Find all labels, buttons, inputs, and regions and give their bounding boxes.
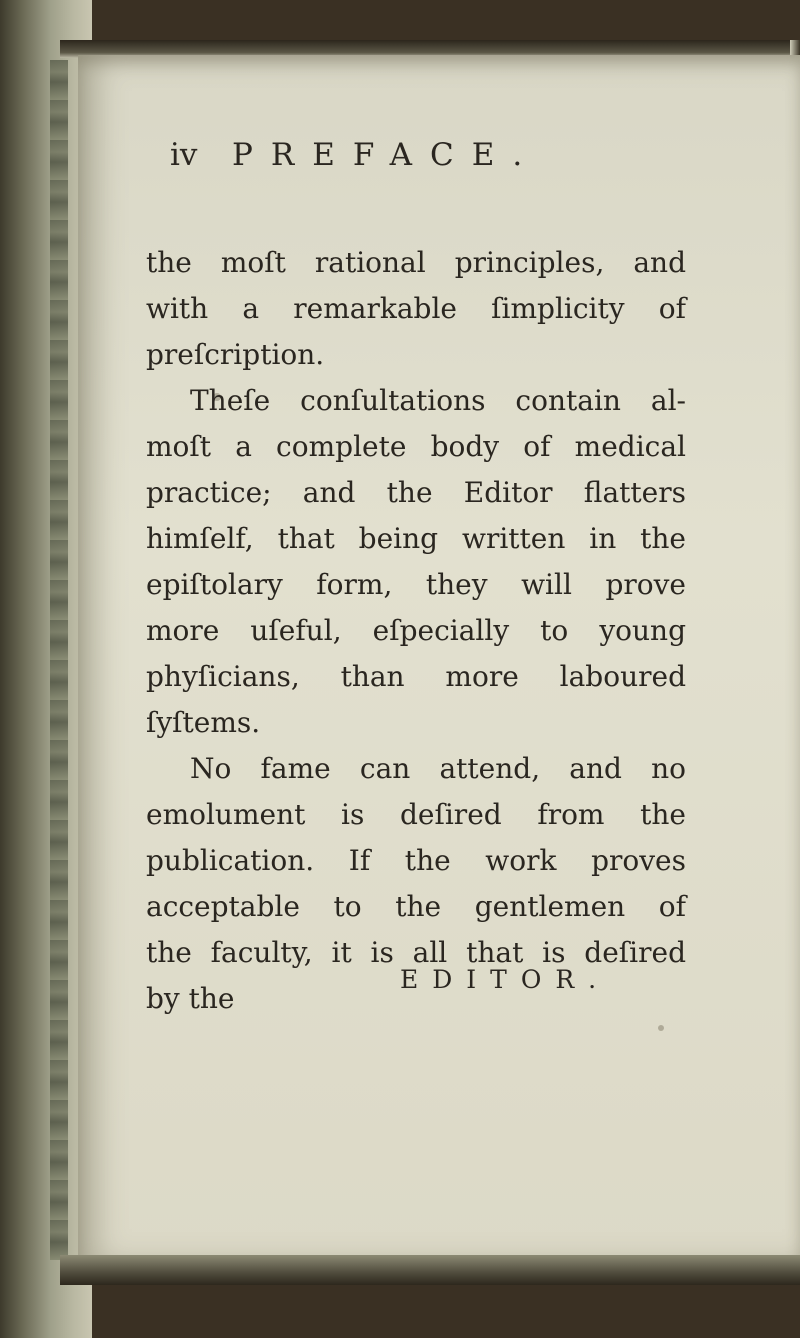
ink-smudge bbox=[658, 1025, 664, 1031]
running-header bbox=[170, 135, 540, 175]
page-title: PREFACE. bbox=[232, 137, 541, 173]
text-line: moſt a complete body of medical bbox=[146, 430, 686, 463]
text-line: ſyſtems. bbox=[146, 706, 261, 739]
text-line: No fame can attend, and no bbox=[190, 752, 686, 785]
text-line: more uſeful, eſpecially to young bbox=[146, 614, 686, 647]
text-line: practice; and the Editor flatters bbox=[146, 476, 686, 509]
text-line: with a remarkable ſimplicity of bbox=[146, 292, 686, 325]
text-line: phyſicians, than more laboured bbox=[146, 660, 686, 693]
text-line: epiſtolary form, they will prove bbox=[146, 568, 686, 601]
page-number: iv bbox=[170, 137, 198, 173]
editor-signature: EDITOR. bbox=[400, 965, 611, 994]
text-line: emolument is deſired from the bbox=[146, 798, 686, 831]
text-line: himſelf, that being written in the bbox=[146, 522, 686, 555]
binding-strip bbox=[50, 60, 68, 1260]
preface-body bbox=[146, 240, 686, 1022]
text-line: the faculty, it is all that is deſired bbox=[146, 936, 686, 969]
text-line: Theſe conſultations contain al- bbox=[190, 384, 686, 417]
text-line: the moſt rational principles, and bbox=[146, 246, 686, 279]
text-line: preſcription. bbox=[146, 338, 325, 371]
text-line: publication. If the work proves bbox=[146, 844, 686, 877]
text-line: acceptable to the gentlemen of bbox=[146, 890, 686, 923]
page-bottom-edge bbox=[60, 1255, 800, 1285]
text-line: by the bbox=[146, 982, 235, 1015]
